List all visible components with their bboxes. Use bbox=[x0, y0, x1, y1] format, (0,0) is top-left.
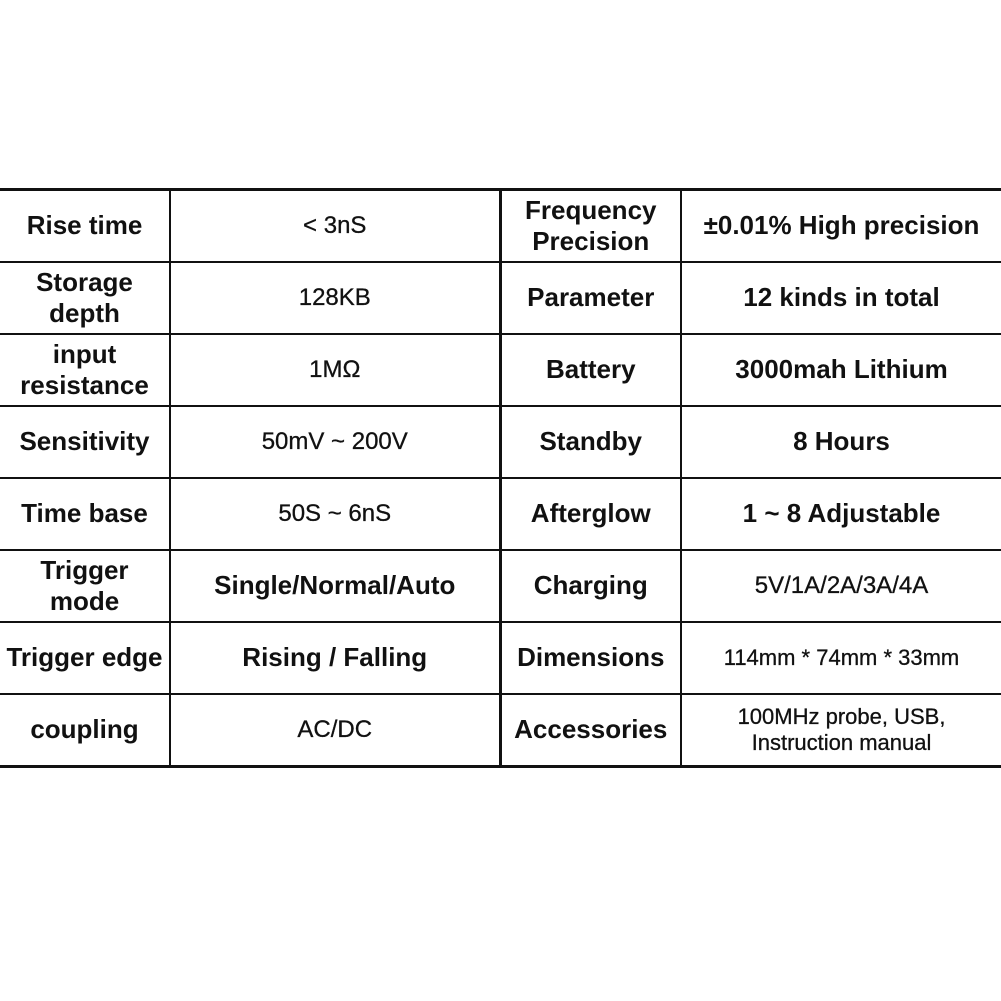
label-dimensions: Dimensions bbox=[500, 622, 681, 694]
value-storage-depth: 128KB bbox=[170, 262, 500, 334]
label-input-resistance: input resistance bbox=[0, 334, 170, 406]
table-row bbox=[0, 334, 1001, 406]
value-frequency-precision: ±0.01% High precision bbox=[681, 190, 1001, 263]
label-afterglow: Afterglow bbox=[500, 478, 681, 550]
spec-table bbox=[0, 188, 1001, 768]
label-frequency-precision: Frequency Precision bbox=[500, 190, 681, 263]
label-accessories: Accessories bbox=[500, 694, 681, 767]
label-standby: Standby bbox=[500, 406, 681, 478]
label-battery: Battery bbox=[500, 334, 681, 406]
value-trigger-edge: Rising / Falling bbox=[170, 622, 500, 694]
value-charging: 5V/1A/2A/3A/4A bbox=[681, 550, 1001, 622]
label-trigger-edge: Trigger edge bbox=[0, 622, 170, 694]
value-accessories: 100MHz probe, USB, Instruction manual bbox=[681, 694, 1001, 767]
value-sensitivity: 50mV ~ 200V bbox=[170, 406, 500, 478]
table-row bbox=[0, 694, 1001, 767]
value-trigger-mode: Single/Normal/Auto bbox=[170, 550, 500, 622]
value-battery: 3000mah Lithium bbox=[681, 334, 1001, 406]
label-parameter: Parameter bbox=[500, 262, 681, 334]
label-coupling: coupling bbox=[0, 694, 170, 767]
label-rise-time: Rise time bbox=[0, 190, 170, 263]
table-row bbox=[0, 262, 1001, 334]
table-row bbox=[0, 406, 1001, 478]
label-trigger-mode: Trigger mode bbox=[0, 550, 170, 622]
label-sensitivity: Sensitivity bbox=[0, 406, 170, 478]
label-charging: Charging bbox=[500, 550, 681, 622]
value-parameter: 12 kinds in total bbox=[681, 262, 1001, 334]
value-input-resistance: 1MΩ bbox=[170, 334, 500, 406]
label-time-base: Time base bbox=[0, 478, 170, 550]
value-coupling: AC/DC bbox=[170, 694, 500, 767]
table-row bbox=[0, 190, 1001, 263]
value-afterglow: 1 ~ 8 Adjustable bbox=[681, 478, 1001, 550]
value-dimensions: 114mm * 74mm * 33mm bbox=[681, 622, 1001, 694]
table-row bbox=[0, 622, 1001, 694]
table-row bbox=[0, 550, 1001, 622]
label-storage-depth: Storage depth bbox=[0, 262, 170, 334]
value-standby: 8 Hours bbox=[681, 406, 1001, 478]
value-time-base: 50S ~ 6nS bbox=[170, 478, 500, 550]
table-row bbox=[0, 478, 1001, 550]
value-rise-time: < 3nS bbox=[170, 190, 500, 263]
